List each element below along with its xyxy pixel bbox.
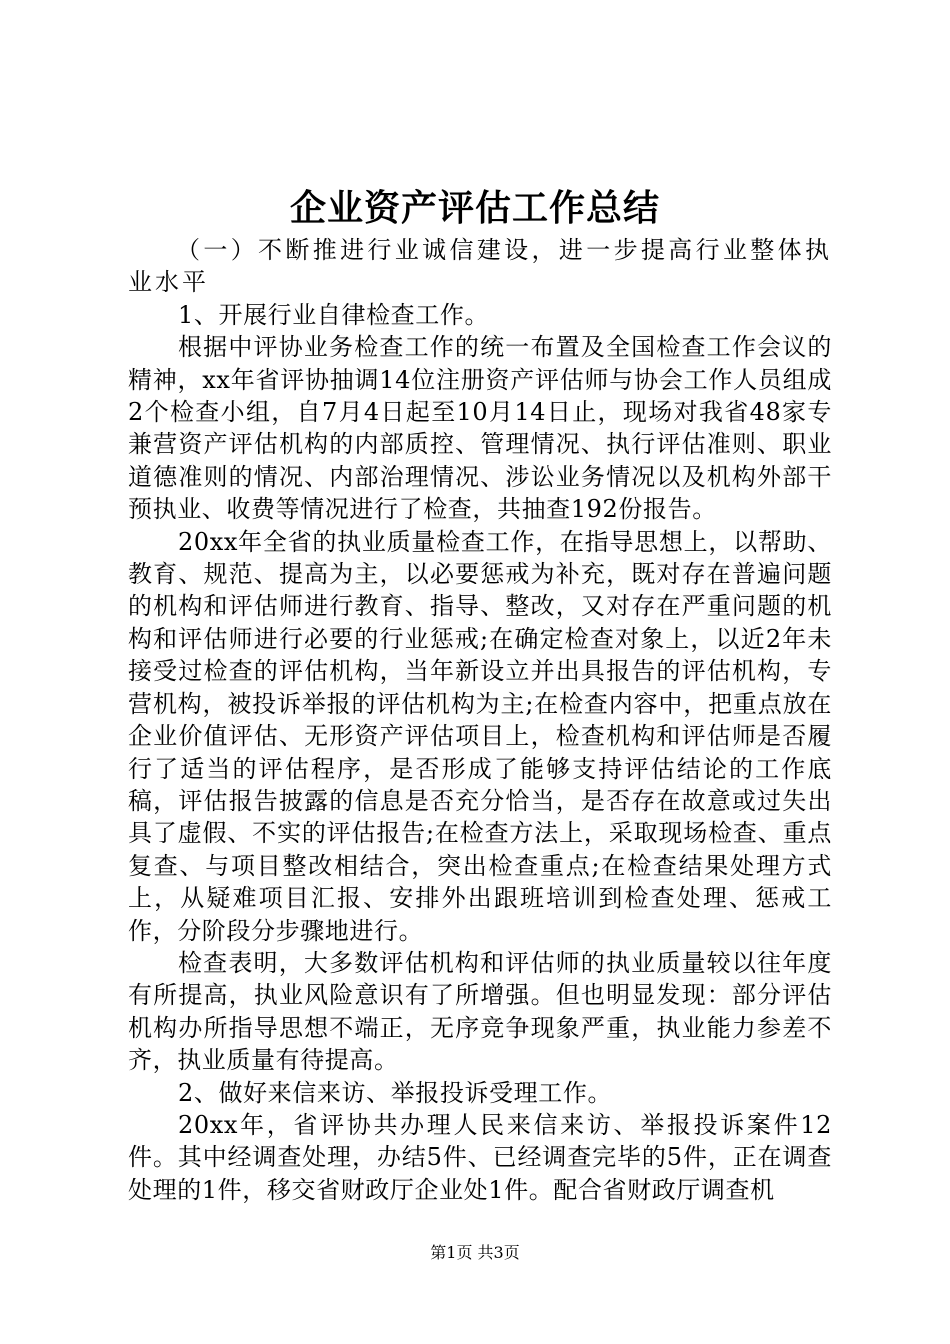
body-paragraph: 根据中评协业务检查工作的统一布置及全国检查工作会议的精神，xx年省评协抽调14位注册资产评估师与协会工作人员组成2个检查小组，自7月4日起至10月14日止，现场对我省48家专兼营资产评估机构的内部质控、管理情况、执行评估准则、职业道德准则的情况、内部治理情况、涉讼业务情况以及机构外部干预执业、收费等情况进行了检查，共抽查192份报告。 xyxy=(128,333,832,524)
document-body xyxy=(128,234,832,1206)
body-paragraph: 20xx年全省的执业质量检查工作，在指导思想上，以帮助、教育、规范、提高为主，以必要惩戒为补充，既对存在普遍问题的机构和评估师进行教育、指导、整改，又对存在严重问题的机构和评估师进行必要的行业惩戒;在确定检查对象上，以近2年未接受过检查的评估机构，当年新设立并出具报告的评估机构，专营机构，被投诉举报的评估机构为主;在检查内容中，把重点放在企业价值评估、无形资产评估项目上，检查机构和评估师是否履行了适当的评估程序，是否形成了能够支持评估结论的工作底稿，评估报告披露的信息是否充分恰当，是否存在故意或过失出具了虚假、不实的评估报告;在检查方法上，采取现场检查、重点复查、与项目整改相结合，突出检查重点;在检查结果处理方式上，从疑难项目汇报、安排外出跟班培训到检查处理、惩戒工作，分阶段分步骤地进行。 xyxy=(128,527,832,945)
subsection-heading: 1、开展行业自律检查工作。 xyxy=(178,300,490,329)
page-footer: 第1页 共3页 xyxy=(430,1243,520,1262)
section-heading: （一）不断推进行业诚信建设，进一步提高行业整体执业水平 xyxy=(128,236,832,297)
body-paragraph: 20xx年，省评协共办理人民来信来访、举报投诉案件12件。其中经调查处理，办结5件、已经调查完毕的5件，正在调查处理的1件，移交省财政厅企业处1件。配合省财政厅调查机 xyxy=(128,1110,832,1204)
subsection-heading: 2、做好来信来访、举报投诉受理工作。 xyxy=(178,1078,613,1107)
body-paragraph: 检查表明，大多数评估机构和评估师的执业质量较以往年度有所提高，执业风险意识有了所增强。但也明显发现：部分评估机构办所指导思想不端正，无序竞争现象严重，执业能力参差不齐，执业质量有待提高。 xyxy=(128,948,832,1075)
document-title: 企业资产评估工作总结 xyxy=(289,187,660,229)
